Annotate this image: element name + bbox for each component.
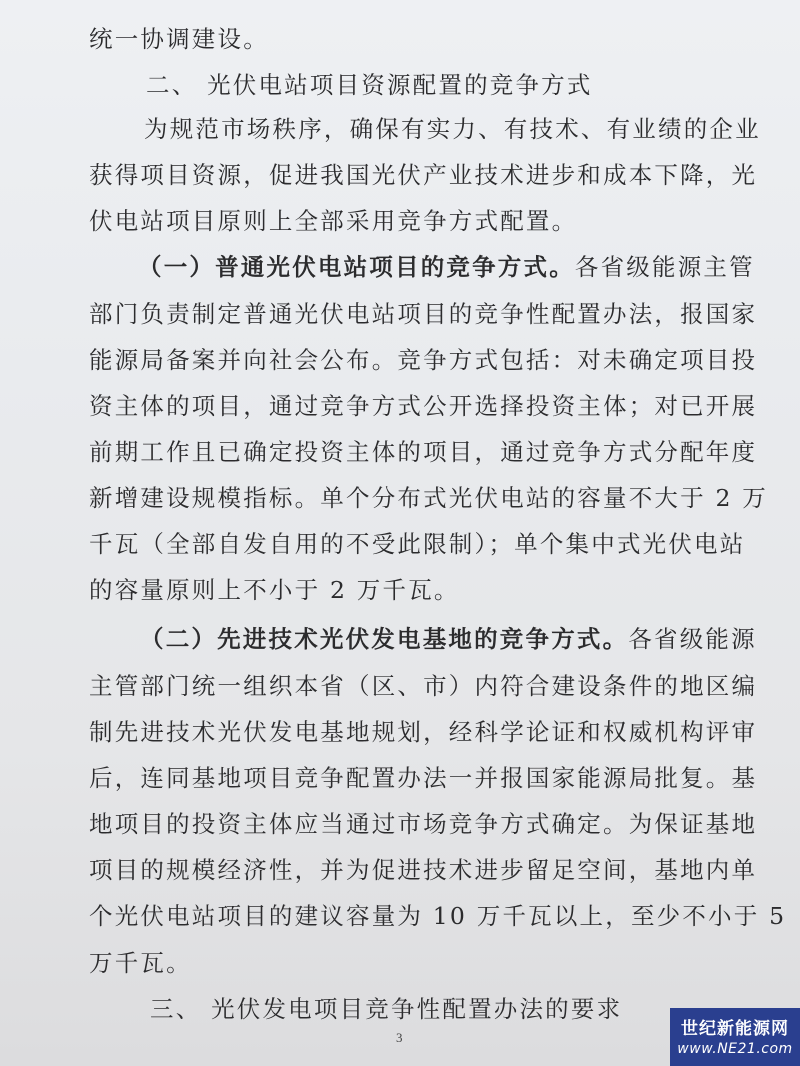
text-line: 资主体的项目，通过竞争方式公开选择投资主体；对已开展	[89, 392, 758, 420]
text-line: 项目的规模经济性，并为促进技术进步留足空间，基地内单	[89, 856, 758, 884]
text-line: 万千瓦。	[89, 949, 192, 977]
paragraph-first-line	[138, 252, 755, 282]
paragraph-first-line	[140, 624, 757, 654]
text-line: 新增建设规模指标。单个分布式光伏电站的容量不大于 2 万	[89, 484, 768, 512]
subsection-title: （二）先进技术光伏发电基地的竞争方式。	[140, 625, 629, 653]
text-line: 前期工作且已确定投资主体的项目，通过竞争方式分配年度	[89, 438, 758, 466]
text-run: 各省级能源	[628, 625, 757, 653]
text-line: 获得项目资源，促进我国光伏产业技术进步和成本下降，光	[89, 161, 758, 189]
page-number: 3	[396, 1030, 403, 1045]
text-line: 后，连同基地项目竞争配置办法一并报国家能源局批复。基	[89, 764, 758, 792]
text-line: 千瓦（全部自发自用的不受此限制）；单个集中式光伏电站	[89, 530, 746, 558]
subsection-title: （一）普通光伏电站项目的竞争方式。	[138, 253, 575, 281]
text-line: 个光伏电站项目的建议容量为 10 万千瓦以上，至少不小于 5	[89, 902, 787, 930]
watermark-url: www.NE21.com	[677, 1041, 793, 1057]
text-line: 制先进技术光伏发电基地规划，经科学论证和权威机构评审	[89, 718, 758, 746]
text-line: 统一协调建设。	[89, 25, 269, 53]
text-run: 各省级能源主管	[574, 253, 755, 281]
watermark-logo[interactable]	[670, 1008, 800, 1066]
text-line: 地项目的投资主体应当通过市场竞争方式确定。为保证基地	[89, 810, 758, 838]
watermark-title: 世纪新能源网	[681, 1019, 789, 1039]
text-line: 伏电站项目原则上全部采用竞争方式配置。	[89, 207, 578, 235]
section-heading: 二、 光伏电站项目资源配置的竞争方式	[146, 71, 593, 99]
text-line: 的容量原则上不小于 2 万千瓦。	[89, 576, 460, 604]
text-line: 主管部门统一组织本省（区、市）内符合建设条件的地区编	[89, 672, 758, 700]
text-line: 能源局备案并向社会公布。竞争方式包括：对未确定项目投	[89, 346, 758, 374]
text-line: 部门负责制定普通光伏电站项目的竞争性配置办法，报国家	[89, 300, 758, 328]
text-line: 为规范市场秩序，确保有实力、有技术、有业绩的企业	[144, 115, 761, 143]
section-heading: 三、 光伏发电项目竞争性配置办法的要求	[150, 995, 623, 1023]
